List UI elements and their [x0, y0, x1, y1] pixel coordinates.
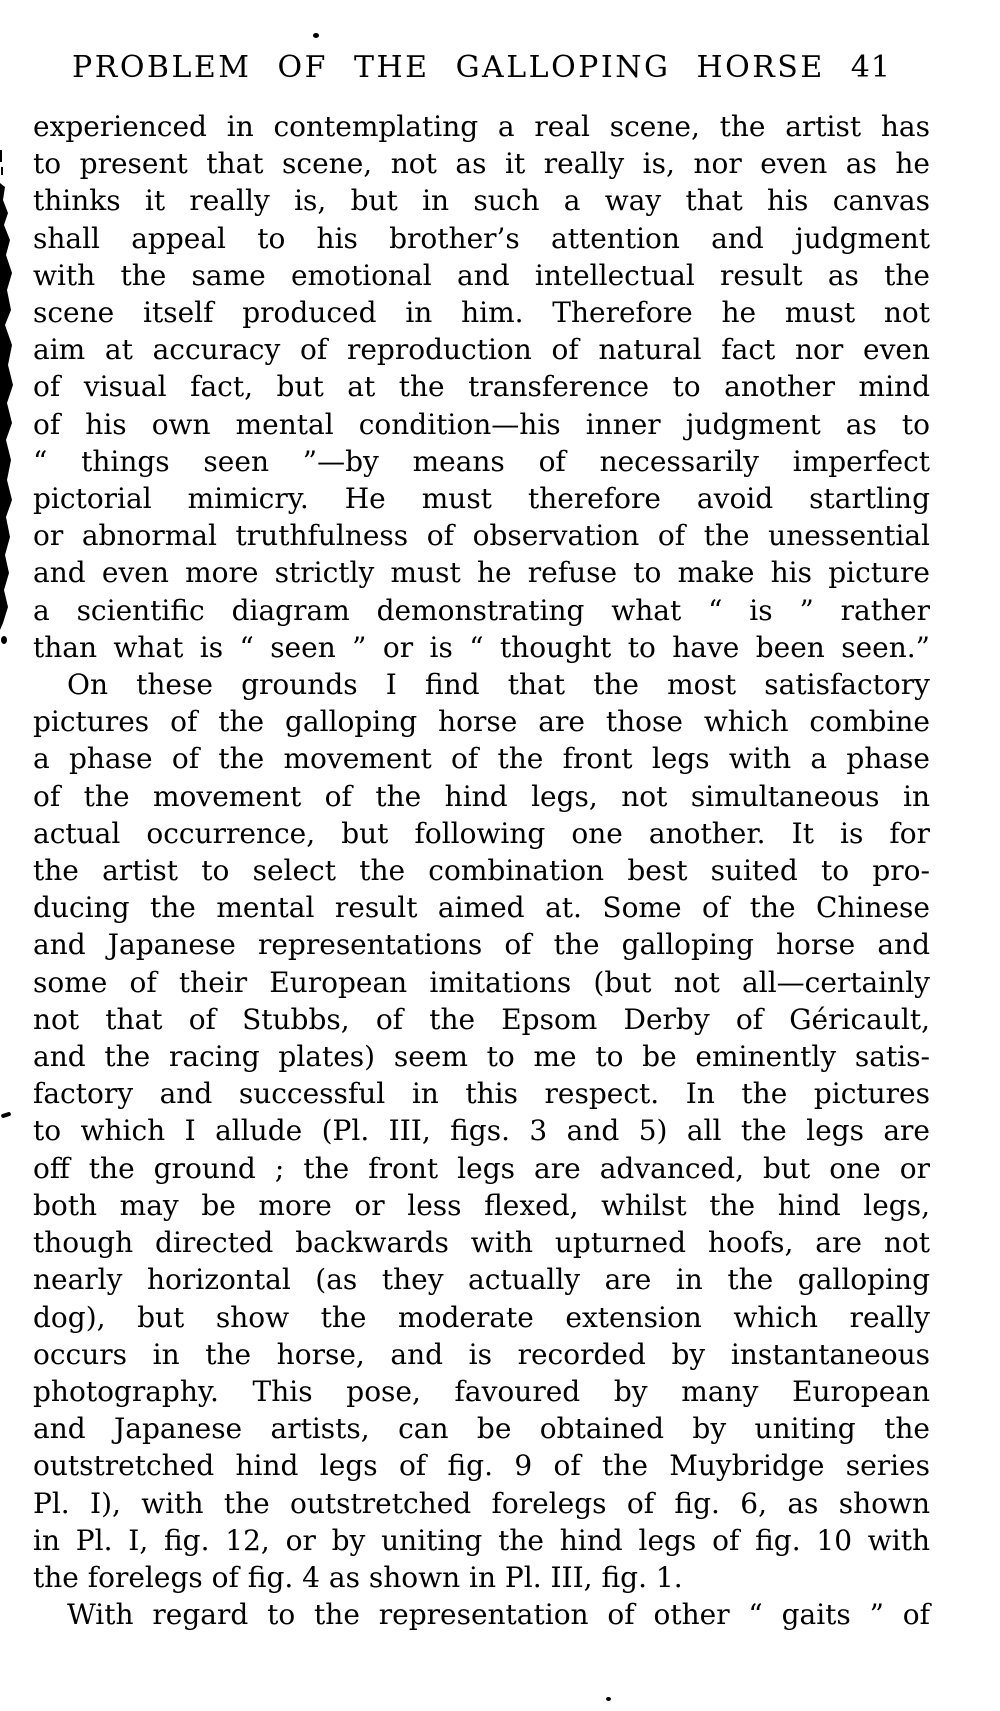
text-line: pictorial mimicry. He must therefore avoid startling	[33, 482, 930, 516]
text-line: the forelegs of fig. 4 as shown in Pl. III, fig. 1.	[33, 1560, 683, 1594]
text-line: of visual fact, but at the transference to another mind	[33, 370, 930, 404]
text-line: to which I allude (Pl. III, figs. 3 and 5) all the legs are	[33, 1114, 930, 1148]
text-line: experienced in contemplating a real scene, the artist has	[33, 110, 930, 143]
text-line: and the racing plates) seem to me to be eminently satis-	[33, 1040, 930, 1074]
text-line: the artist to select the combination best suited to pro-	[33, 854, 930, 888]
text-line: to present that scene, not as it really is, nor even as he	[33, 147, 930, 181]
text-line: of his own mental condition—his inner judgment as to	[33, 407, 930, 441]
text-line: nearly horizontal (as they actually are in the galloping	[33, 1263, 930, 1297]
text-line: Pl. I), with the outstretched forelegs of fig. 6, as shown	[33, 1486, 930, 1520]
text-line: occurs in the horse, and is recorded by instantaneous	[33, 1337, 930, 1371]
text-line: both may be more or less flexed, whilst the hind legs,	[33, 1188, 930, 1222]
text-line: “ things seen ”—by means of necessarily imperfect	[33, 444, 930, 478]
text-line: or abnormal truthfulness of observation of the unessential	[33, 519, 930, 553]
text-line: shall appeal to his brother’s attention and judgment	[33, 221, 930, 255]
text-line: off the ground ; the front legs are advanced, but one or	[33, 1151, 930, 1185]
text-line: and Japanese artists, can be obtained by uniting the	[33, 1412, 930, 1446]
text-line: scene itself produced in him. Therefore he must not	[33, 296, 930, 330]
text-line: On these grounds I find that the most satisfactory	[67, 668, 930, 702]
text-line: than what is “ seen ” or is “ thought to have been seen.”	[33, 630, 930, 664]
text-line: a scientific diagram demonstrating what “ is ” rather	[33, 593, 930, 627]
text-line: aim at accuracy of reproduction of natural fact nor even	[33, 333, 930, 367]
text-line: pictures of the galloping horse are those which combine	[33, 705, 930, 739]
text-line: a phase of the movement of the front legs with a phase	[33, 742, 930, 776]
text-line: and Japanese representations of the galloping horse and	[33, 928, 930, 962]
text-line: outstretched hind legs of fig. 9 of the Muybridge series	[33, 1449, 930, 1483]
text-line: thinks it really is, but in such a way that his canvas	[33, 184, 930, 218]
ink-dot-top-icon	[313, 33, 319, 38]
text-line: of the movement of the hind legs, not simultaneous in	[33, 779, 930, 813]
text-line: and even more strictly must he refuse to make his picture	[33, 556, 930, 590]
text-line: some of their European imitations (but not all—certainly	[33, 965, 930, 999]
text-line: factory and successful in this respect. In the pictures	[33, 1077, 930, 1111]
text-line: photography. This pose, favoured by many European	[33, 1374, 930, 1408]
page-title: PROBLEM OF THE GALLOPING HORSE	[72, 50, 825, 85]
ink-dot-bottom-icon	[606, 1697, 611, 1701]
text-line: dog), but show the moderate extension which really	[33, 1300, 930, 1334]
text-line: in Pl. I, fig. 12, or by uniting the hind legs of fig. 10 with	[33, 1523, 930, 1557]
text-line: with the same emotional and intellectual result as the	[33, 258, 930, 292]
page-body	[33, 108, 930, 1633]
text-line: though directed backwards with upturned hoofs, are not	[33, 1226, 930, 1260]
ink-speck-left-icon	[1, 1112, 12, 1119]
text-line: not that of Stubbs, of the Epsom Derby of Géricault,	[33, 1002, 930, 1036]
running-head	[33, 50, 930, 85]
text-line: With regard to the representation of other “ gaits ” of	[67, 1598, 930, 1632]
binding-smudge-left-icon	[0, 145, 20, 665]
text-line: actual occurrence, but following one another. It is for	[33, 816, 930, 850]
page-number: 41	[850, 50, 891, 85]
text-line: ducing the mental result aimed at. Some of the Chinese	[33, 891, 930, 925]
